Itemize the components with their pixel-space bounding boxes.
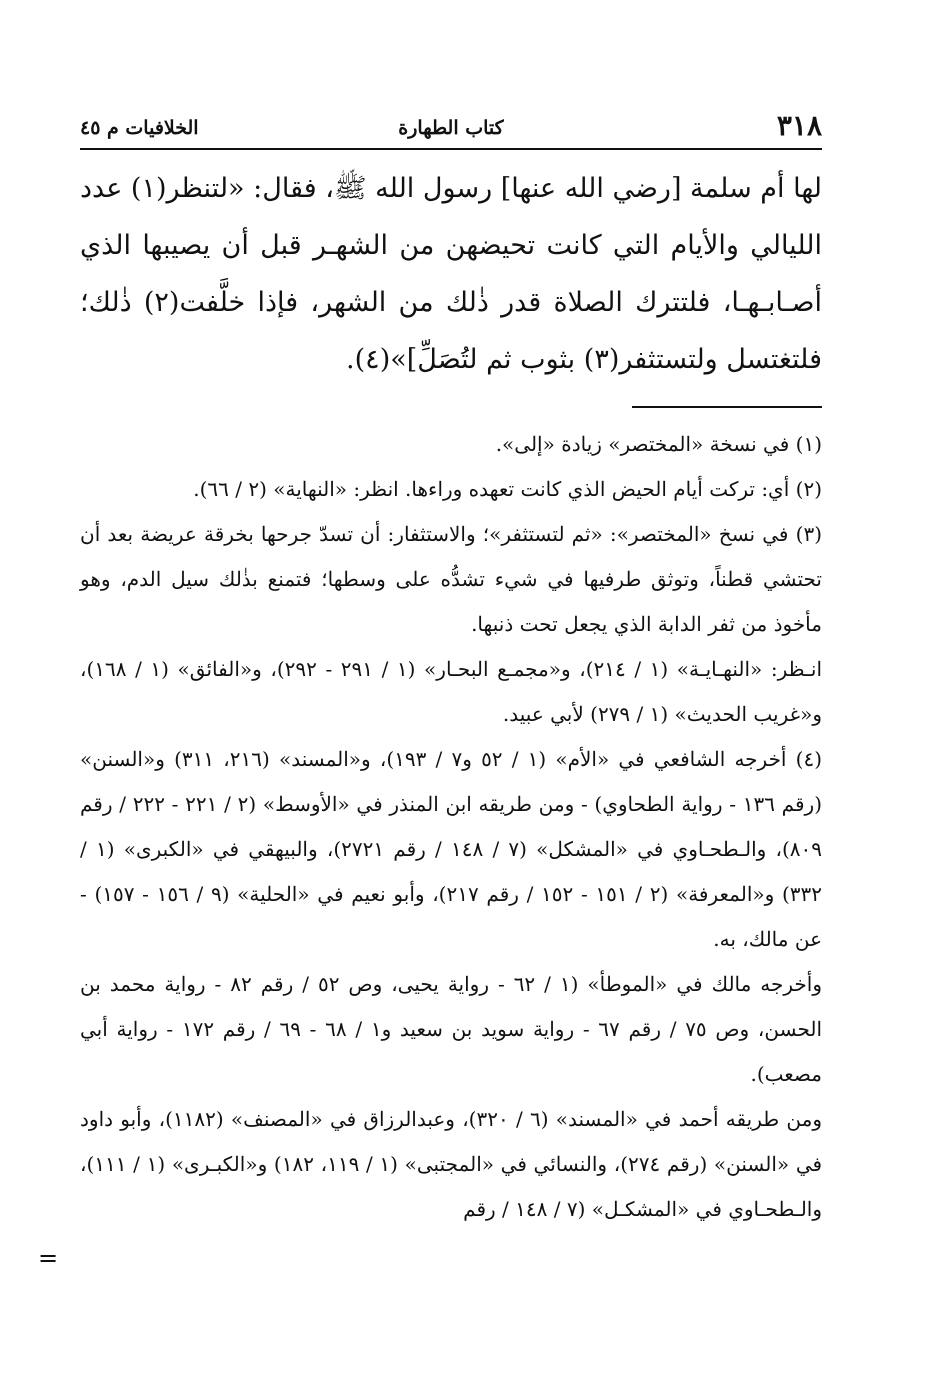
footnotes xyxy=(80,422,822,1232)
footnote-separator xyxy=(632,406,822,408)
page-number: ٣١٨ xyxy=(776,109,822,142)
signature-mark: الخلافيات م ٤٥ xyxy=(80,117,199,139)
footnote-3: (٣) في نسخ «المختصر»: «ثم لتستثفر»؛ والاستثفار: أن تسدّ جرحها بخرقة عريضة بعد أن تحتشي قطناً، وتوثق طرفيها في شيء تشدُّه على وسطها؛ فتمنع بذٰلك سيل الدم، وهو مأخوذ من ثفر الدابة الذي يجعل تحت ذنبها. xyxy=(80,522,822,636)
footnote-2: (٢) أي: تركت أيام الحيض الذي كانت تعهده وراءها. انظر: «النهاية» (٢ / ٦٦). xyxy=(193,477,822,501)
footnote-4: (٤) أخرجه الشافعي في «الأم» (١ / ٥٢ و٧ / ١٩٣)، و«المسند» (٢١٦، ٣١١) و«السنن» (رقم ١٣٦ - رواية الطحاوي) - ومن طريقه ابن المنذر في «الأوسط» (٢ / ٢٢١ - ٢٢٢ / رقم ٨٠٩)، والـطحـاوي في «المشكل» (٧ / ١٤٨ / رقم ٢٧٢١)، والبيهقي في «الكبرى» (١ / ٣٣٢) و«المعرفة» (٢ / ١٥١ - ١٥٢ / رقم ٢١٧)، وأبو نعيم في «الحلية» (٩ / ١٥٦ - ١٥٧) - عن مالك، به. xyxy=(80,747,823,951)
running-title: كتاب الطهارة xyxy=(398,117,504,139)
continuation-mark: = xyxy=(38,1244,59,1272)
footnote-4-ahmad: ومن طريقه أحمد في «المسند» (٦ / ٣٢٠)، وعبدالرزاق في «المصنف» (١١٨٢)، وأبو داود في «السنن» (رقم ٢٧٤)، والنسائي في «المجتبى» (١ / ١١٩، ١٨٢) و«الكبـرى» (١ / ١١١)، والـطحـاوي في «المشكـل» (٧ / ١٤٨ / رقم xyxy=(80,1107,823,1221)
footnote-1: (١) في نسخة «المختصر» زيادة «إلى». xyxy=(495,432,822,456)
footnote-4-malik: وأخرجه مالك في «الموطأ» (١ / ٦٢ - رواية يحيى، وص ٥٢ / رقم ٨٢ - رواية محمد بن الحسن، وص ٧٥ / رقم ٦٧ - رواية سويد بن سعيد و١ / ٦٨ - ٦٩ / رقم ١٧٢ - رواية أبي مصعب). xyxy=(80,972,823,1086)
footnote-3-refs: انـظر: «النهـايـة» (١ / ٢١٤)، و«مجمـع البحـار» (١ / ٢٩١ - ٢٩٢)، و«الفائق» (١ / ١٦٨)، و«غريب الحديث» (١ / ٢٧٩) لأبي عبيد. xyxy=(80,657,823,726)
main-text xyxy=(80,160,822,388)
book-page xyxy=(80,108,822,1232)
main-paragraph: لها أم سلمة [رضي الله عنها] رسول الله ﷺ، فقال: «لتنظر(١) عدد الليالي والأيام التي كانت تحيضهن من الشهـر قبل أن يصيبها الذي أصـابـهـا، فلتترك الصلاة قدر ذٰلك من الشهر، فإذا خلَّفت(٢) ذٰلك؛ فلتغتسل ولتستثفر(٣) بثوب ثم لتُصَلِّ]»(٤). xyxy=(80,173,822,375)
page-header xyxy=(80,108,822,150)
